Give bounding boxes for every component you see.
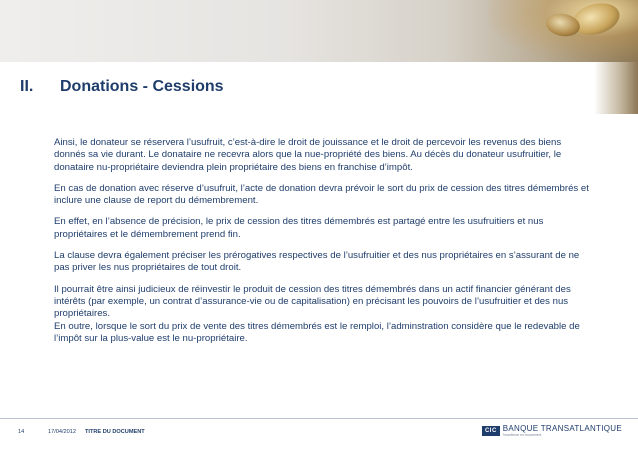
logo-text [503, 424, 622, 437]
paragraph: En cas de donation avec réserve d’usufruit, l’acte de donation devra prévoir le sort du prix de cession des titres démembrés et inclure une clause de report du démembrement. [54, 182, 589, 207]
paragraph: La clause devra également préciser les prérogatives respectives de l’usufruitier et des nus propriétaires en s’assurant de ne pas priver les nus propriétaires de tout droit. [54, 250, 580, 274]
title-row-decoration [594, 62, 638, 114]
section-title: Donations - Cessions [60, 78, 224, 95]
paragraph: En outre, lorsque le sort du prix de vente des titres démembrés est le remploi, l’adminstration considère que le redevable de l’impôt sur la plus-value est le nu-propriétaire. [54, 320, 580, 344]
body-content [54, 137, 594, 354]
paragraph: Il pourrait être ainsi judicieux de réinvestir le produit de cession des titres démembrés dans un actif financier générant des intérêts (par exemple, un contrat d’assurance-vie ou de capitalisation) en précisant les pouvoirs de l’usufruitier et des nus propriétaires. [54, 283, 571, 320]
page-number: 14 [18, 429, 25, 435]
header-banner [0, 0, 638, 62]
slide-title [20, 78, 224, 96]
section-number: II. [20, 78, 34, 95]
footer-date: 17/04/2012 [48, 429, 76, 435]
logo-tagline: l’excellence en mouvement [502, 433, 542, 437]
logo-name: BANQUE TRANSATLANTIQUE [502, 424, 622, 433]
paragraph: Ainsi, le donateur se réservera l’usufruit, c’est-à-dire le droit de jouissance et le droit de percevoir les revenus des biens donnés sa vie durant. Le donataire ne recevra alors que la nue-propriété des biens. Au décès du donateur usufruitier, le donataire nu-propriétaire deviendra plein propriétaire des biens en franchise d’impôt. [54, 137, 562, 173]
footer-divider [0, 418, 638, 419]
footer-document-title: TITRE DU DOCUMENT [85, 429, 145, 435]
paragraph: En effet, en l’absence de précision, le prix de cession des titres démembrés est partagé entre les usufruitiers et nus propriétaires et le démembrement prend fin. [54, 216, 544, 240]
bank-logo [482, 424, 622, 437]
logo-mark: CIC [482, 426, 500, 436]
